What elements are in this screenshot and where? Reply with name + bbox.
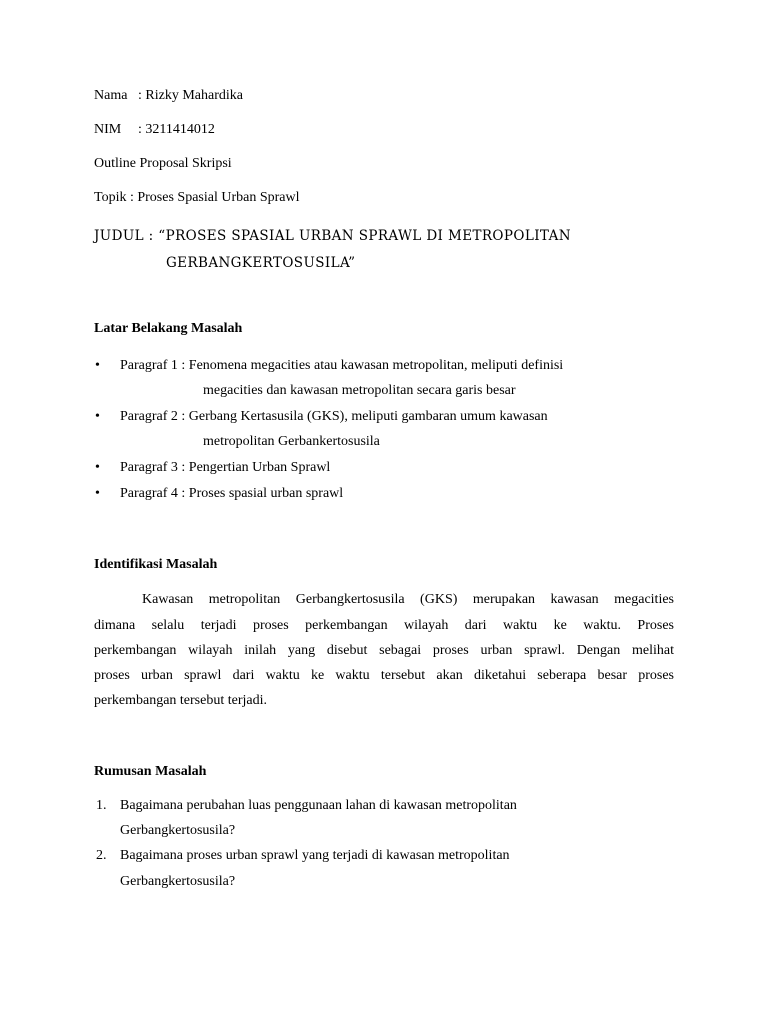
latar-item-4: Paragraf 4 : Proses spasial urban sprawl bbox=[120, 486, 344, 501]
nama-value: : Rizky Mahardika bbox=[138, 88, 243, 103]
rumusan-heading: Rumusan Masalah bbox=[94, 764, 207, 779]
latar-heading: Latar Belakang Masalah bbox=[94, 321, 243, 336]
rumusan-item-1-line-2: Gerbangkertosusila? bbox=[120, 823, 236, 838]
latar-item-2-line-1: Paragraf 2 : Gerbang Kertasusila (GKS), meliputi gambaran umum kawasan bbox=[120, 409, 548, 424]
identifikasi-line-3: perkembangan wilayah inilah yang disebut sebagai proses urban sprawl. Dengan melihat bbox=[94, 643, 674, 658]
bullet-icon: • bbox=[95, 409, 100, 424]
nama-label: Nama bbox=[94, 88, 128, 103]
rumusan-item-1-number: 1. bbox=[96, 798, 107, 813]
latar-item-1-line-2: megacities dan kawasan metropolitan secara garis besar bbox=[203, 383, 516, 398]
rumusan-item-2-line-1: Bagaimana proses urban sprawl yang terjadi di kawasan metropolitan bbox=[120, 848, 510, 863]
identifikasi-line-4: proses urban sprawl dari waktu ke waktu tersebut akan diketahui seberapa besar proses bbox=[94, 668, 674, 683]
rumusan-item-1-line-1: Bagaimana perubahan luas penggunaan lahan di kawasan metropolitan bbox=[120, 798, 517, 813]
latar-item-1-line-1: Paragraf 1 : Fenomena megacities atau kawasan metropolitan, meliputi definisi bbox=[120, 358, 564, 373]
rumusan-item-2-line-2: Gerbangkertosusila? bbox=[120, 874, 236, 889]
identifikasi-line-5: perkembangan tersebut terjadi. bbox=[94, 693, 267, 708]
identifikasi-heading: Identifikasi Masalah bbox=[94, 557, 218, 572]
topik-text: Topik : Proses Spasial Urban Sprawl bbox=[94, 190, 300, 205]
bullet-icon: • bbox=[95, 358, 100, 373]
nim-label: NIM bbox=[94, 122, 122, 137]
identifikasi-line-1: Kawasan metropolitan Gerbangkertosusila (GKS) merupakan kawasan megacities bbox=[142, 592, 674, 607]
judul-line-1: JUDUL : “PROSES SPASIAL URBAN SPRAWL DI METROPOLITAN bbox=[94, 228, 571, 244]
identifikasi-line-2: dimana selalu terjadi proses perkembangan wilayah dari waktu ke waktu. Proses bbox=[94, 618, 674, 633]
nama-line bbox=[94, 87, 243, 105]
judul-line-2: GERBANGKERTOSUSILA” bbox=[166, 255, 356, 271]
nim-value: : 3211414012 bbox=[138, 122, 215, 137]
bullet-icon: • bbox=[95, 460, 100, 475]
outline-text: Outline Proposal Skripsi bbox=[94, 156, 232, 171]
nim-line bbox=[94, 121, 215, 139]
latar-item-3: Paragraf 3 : Pengertian Urban Sprawl bbox=[120, 460, 331, 475]
latar-item-2-line-2: metropolitan Gerbankertosusila bbox=[203, 434, 380, 449]
rumusan-item-2-number: 2. bbox=[96, 848, 107, 863]
bullet-icon: • bbox=[95, 486, 100, 501]
